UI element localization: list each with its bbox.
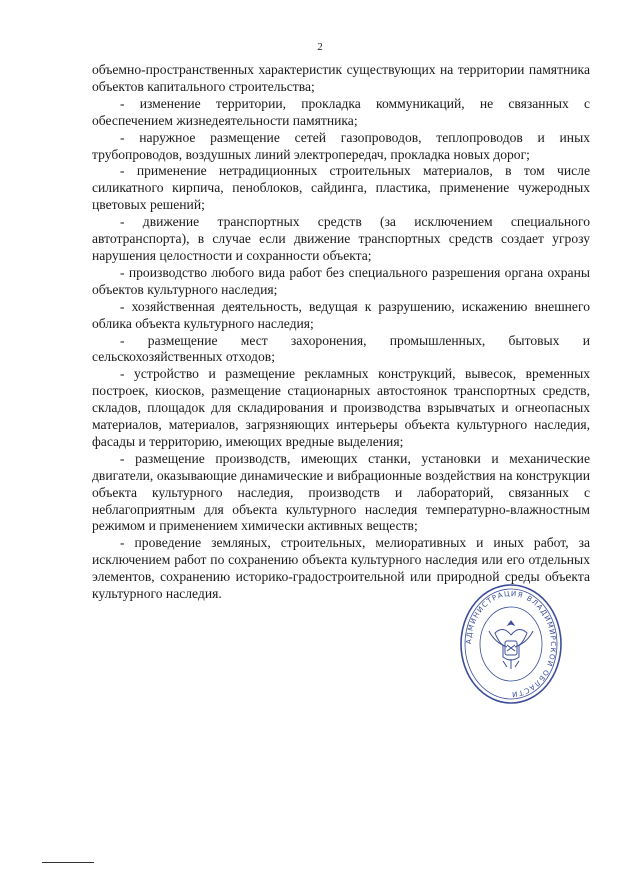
paragraph: - движение транспортных средств (за исключением специального автотранспорта), в случае если движение транспортных средств создает угрозу нарушения целостности и сохранности объекта; bbox=[92, 214, 590, 263]
seal-text: АДМИНИСТРАЦИЯ ВЛАДИМИРСКОЙ ОБЛАСТИ bbox=[464, 589, 558, 699]
paragraph: - устройство и размещение рекламных конструкций, вывесок, временных построек, киосков, размещение стационарных автостоянок транспортных средств, складов, площадок для складирования и производства взрывчатых и огнеопасных материалов, материалов, загрязняющих интерьеры объекта культурного наследия, фасады и территорию, имеющих вредные выделения; bbox=[92, 366, 590, 449]
paragraph: - производство любого вида работ без специального разрешения органа охраны объектов культурного наследия; bbox=[92, 264, 590, 297]
coat-of-arms-icon bbox=[489, 621, 533, 669]
paragraph: - наружное размещение сетей газопроводов, теплопроводов и иных трубопроводов, воздушных линий электропередач, прокладка новых дорог; bbox=[92, 129, 590, 162]
paragraph: - размещение мест захоронения, промышленных, бытовых и сельскохозяйственных отходов; bbox=[92, 332, 590, 365]
page-number: 2 bbox=[317, 41, 323, 53]
footer-rule bbox=[42, 862, 94, 863]
document-body bbox=[92, 62, 590, 603]
svg-text:АДМИНИСТРАЦИЯ ВЛАДИМИРСКОЙ ОБЛ bbox=[465, 590, 557, 698]
paragraph: объемно-пространственных характеристик существующих на территории памятника объектов капитального строительства; bbox=[92, 62, 590, 94]
paragraph: - проведение земляных, строительных, мелиоративных и иных работ, за исключением работ по сохранению объекта культурного наследия или его отдельных элементов, сохранению историко-градостроительной или природной среды объекта культурного наследия. bbox=[92, 535, 590, 602]
paragraph: - хозяйственная деятельность, ведущая к разрушению, искажению внешнего облика объекта культурного наследия; bbox=[92, 298, 590, 331]
paragraph: - изменение территории, прокладка коммуникаций, не связанных с обеспечением жизнедеятельности памятника; bbox=[92, 95, 590, 128]
paragraph: - размещение производств, имеющих станки, установки и механические двигатели, оказывающие динамические и вибрационные воздействия на конструкции объекта культурного наследия, производств и лабораторий, связанных с неблагоприятным для объекта культурного наследия температурно-влажностным режимом и применением химически активных веществ; bbox=[92, 450, 590, 534]
seal-graphic bbox=[459, 583, 563, 705]
paragraph: - применение нетрадиционных строительных материалов, в том числе силикатного кирпича, пеноблоков, сайдинга, пластика, применение чужеродных цветовых решений; bbox=[92, 163, 590, 213]
official-seal bbox=[459, 583, 563, 705]
